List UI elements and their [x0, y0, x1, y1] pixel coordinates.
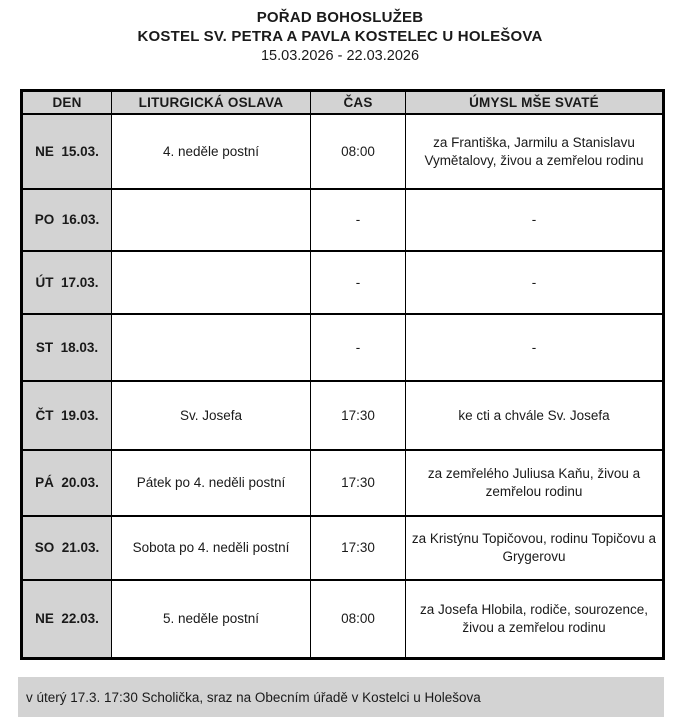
day-cell: NE 22.03. [22, 580, 112, 659]
celebration-cell [112, 314, 311, 381]
column-header-oslava: LITURGICKÁ OSLAVA [112, 91, 311, 115]
time-cell: 17:30 [311, 381, 406, 450]
announcement-bar [18, 677, 664, 717]
intention-cell: - [406, 189, 664, 251]
day-cell: PO 16.03. [22, 189, 112, 251]
intention-cell: za Kristýnu Topičovou, rodinu Topičovu a Grygerovu [406, 516, 664, 580]
day-cell: PÁ 20.03. [22, 450, 112, 516]
page-title: POŘAD BOHOSLUŽEB [256, 9, 424, 26]
time-cell: 08:00 [311, 114, 406, 189]
table-row [22, 314, 664, 381]
church-name: KOSTEL SV. PETRA A PAVLA KOSTELEC U HOLEŠOVA [137, 28, 543, 45]
celebration-cell: Pátek po 4. neděli postní [112, 450, 311, 516]
intention-cell: za Josefa Hlobila, rodiče, sourozence, živou a zemřelou rodinu [406, 580, 664, 659]
celebration-cell: 4. neděle postní [112, 114, 311, 189]
day-cell: NE 15.03. [22, 114, 112, 189]
title-block [0, 0, 680, 66]
intention-cell: za Františka, Jarmilu a Stanislavu Vymětalovy, živou a zemřelou rodinu [406, 114, 664, 189]
table-row [22, 516, 664, 580]
celebration-cell: Sobota po 4. neděli postní [112, 516, 311, 580]
date-range: 15.03.2026 - 22.03.2026 [260, 48, 420, 64]
intention-cell: - [406, 314, 664, 381]
celebration-cell [112, 189, 311, 251]
day-cell: ST 18.03. [22, 314, 112, 381]
table-row [22, 381, 664, 450]
intention-cell: - [406, 251, 664, 314]
table-header-row [22, 91, 664, 115]
time-cell: 08:00 [311, 580, 406, 659]
table-row [22, 251, 664, 314]
time-cell: - [311, 189, 406, 251]
time-cell: - [311, 314, 406, 381]
celebration-cell: 5. neděle postní [112, 580, 311, 659]
time-cell: 17:30 [311, 516, 406, 580]
column-header-cas: ČAS [311, 91, 406, 115]
column-header-den: DEN [22, 91, 112, 115]
day-cell: ÚT 17.03. [22, 251, 112, 314]
table-row [22, 580, 664, 659]
day-cell: SO 21.03. [22, 516, 112, 580]
time-cell: - [311, 251, 406, 314]
intention-cell: ke cti a chvále Sv. Josefa [406, 381, 664, 450]
table-row [22, 189, 664, 251]
column-header-umysl: ÚMYSL MŠE SVATÉ [406, 91, 664, 115]
day-cell: ČT 19.03. [22, 381, 112, 450]
announcement-text: v úterý 17.3. 17:30 Scholička, sraz na Obecním úřadě v Kostelci u Holešova [26, 689, 481, 705]
table-row [22, 450, 664, 516]
mass-schedule-table [20, 89, 665, 660]
table-row [22, 114, 664, 189]
intention-cell: za zemřelého Juliusa Kaňu, živou a zemřelou rodinu [406, 450, 664, 516]
celebration-cell: Sv. Josefa [112, 381, 311, 450]
celebration-cell [112, 251, 311, 314]
time-cell: 17:30 [311, 450, 406, 516]
